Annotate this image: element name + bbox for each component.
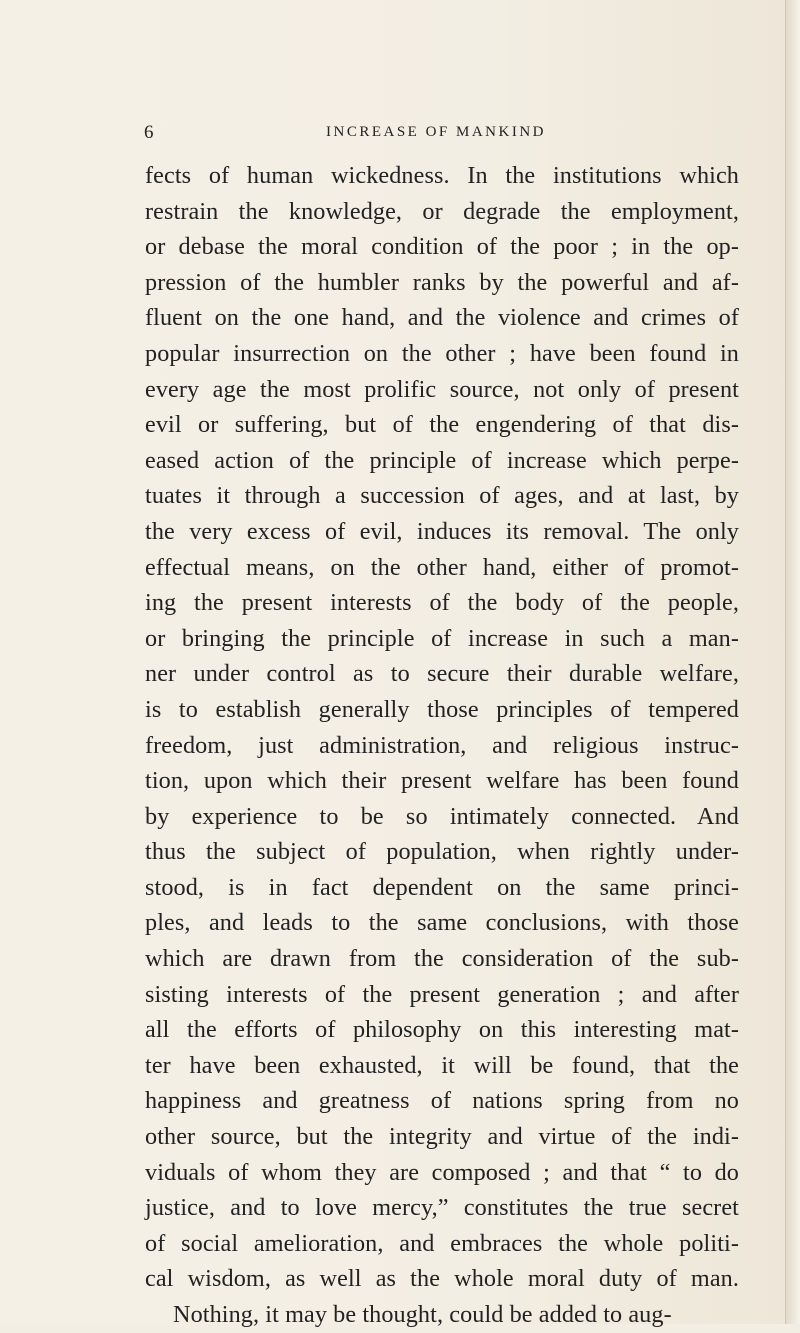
text-line: ing the present interests of the body of the people, (145, 589, 739, 617)
text-line: ter have been exhausted, it will be found, that the (145, 1051, 739, 1079)
text-line: thus the subject of population, when rightly under- (145, 838, 739, 866)
text-line: tuates it through a succession of ages, and at last, by (145, 482, 739, 510)
text-line: cal wisdom, as well as the whole moral duty of man. (145, 1265, 739, 1293)
text-line: by experience to be so intimately connected. And (145, 802, 739, 830)
text-line: Nothing, it may be thought, could be added to aug- (173, 1301, 672, 1328)
text-line: or bringing the principle of increase in such a man- (145, 624, 739, 652)
text-line: other source, but the integrity and virtue of the indi- (145, 1123, 739, 1151)
body-text (145, 158, 739, 1333)
text-line: the very excess of evil, induces its removal. The only (145, 517, 739, 545)
text-line: stood, is in fact dependent on the same princi- (145, 873, 739, 901)
text-line: pression of the humbler ranks by the powerful and af- (145, 268, 739, 296)
text-line: or debase the moral condition of the poor ; in the op- (145, 233, 739, 261)
text-line: eased action of the principle of increase which perpe- (145, 446, 739, 474)
text-line: every age the most prolific source, not only of present (145, 375, 739, 403)
text-line: all the efforts of philosophy on this interesting mat- (145, 1016, 739, 1044)
text-line: evil or suffering, but of the engendering of that dis- (145, 411, 739, 439)
text-line: popular insurrection on the other ; have been found in (145, 339, 739, 367)
text-line: fluent on the one hand, and the violence and crimes of (145, 304, 739, 332)
text-line: tion, upon which their present welfare has been found (145, 767, 739, 795)
text-line: freedom, just administration, and religious instruc- (145, 731, 739, 759)
page-edge (785, 0, 800, 1324)
text-line: is to establish generally those principles of tempered (145, 695, 739, 723)
page-number: 6 (144, 122, 155, 143)
text-line: happiness and greatness of nations spring from no (145, 1087, 739, 1115)
text-line: ner under control as to secure their durable welfare, (145, 660, 739, 688)
running-header (144, 122, 744, 146)
text-line: justice, and to love mercy,” constitutes the true secret (145, 1194, 739, 1222)
text-line: fects of human wickedness. In the institutions which (145, 162, 739, 189)
text-line: ples, and leads to the same conclusions, with those (145, 909, 739, 937)
text-line: which are drawn from the consideration of the sub- (145, 945, 739, 973)
text-line: sisting interests of the present generation ; and after (145, 980, 739, 1008)
text-line: viduals of whom they are composed ; and that “ to do (145, 1158, 739, 1186)
text-line: of social amelioration, and embraces the whole politi- (145, 1229, 739, 1257)
running-title: INCREASE OF MANKIND (326, 124, 547, 140)
text-line: restrain the knowledge, or degrade the employment, (145, 197, 739, 225)
text-line: effectual means, on the other hand, either of promot- (145, 553, 739, 581)
